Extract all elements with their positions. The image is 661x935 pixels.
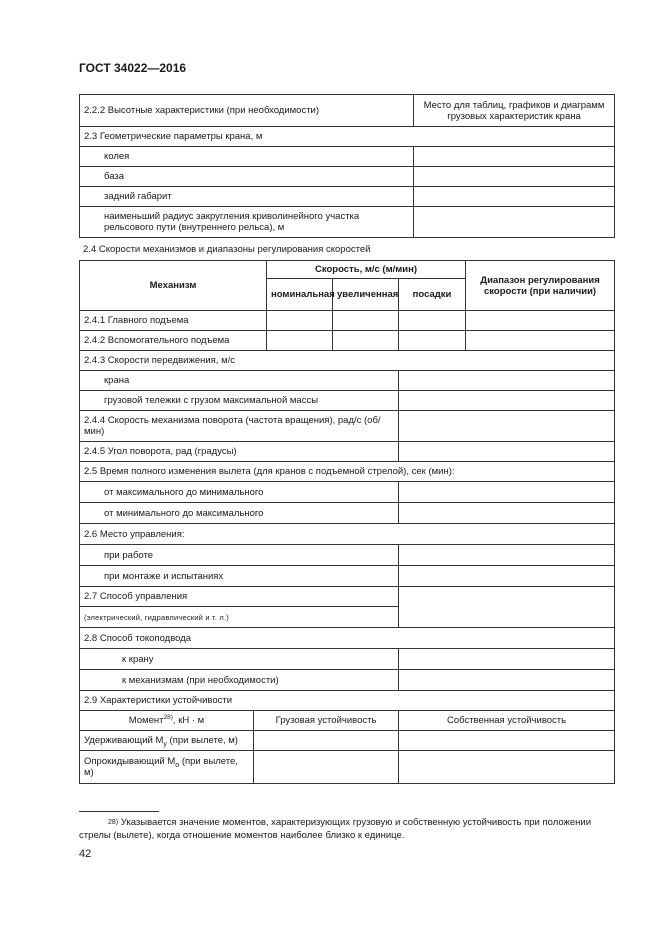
value-cell bbox=[414, 147, 615, 167]
header-moment: Момент$^{28)}$, кН · м bbox=[80, 711, 254, 731]
header-own-stability: Собственная устойчивость bbox=[399, 711, 615, 731]
geometry-table bbox=[79, 94, 615, 238]
value-cell bbox=[414, 207, 615, 238]
row-gabarit: задний габарит bbox=[80, 187, 414, 207]
footnote-divider bbox=[79, 811, 159, 812]
row-holding-moment: Удерживающий $М_у$ (при вылете, м) bbox=[80, 731, 254, 751]
row-tipping-moment: Опрокидывающий $М_о$ (при вылете, м) bbox=[80, 751, 254, 784]
row-kolea: колея bbox=[80, 147, 414, 167]
footnote: $^{28)}$ Указывается значение моментов, характеризующих грузовую и собственную устойчивость при положении стрелы (вылете), когда отношение моментов наиболее близко к единице. bbox=[79, 817, 592, 841]
place-note: Место для таблиц, графиков и диаграмм грузовых характеристик крана bbox=[414, 95, 615, 127]
row-2-3: 2.3 Геометрические параметры крана, м bbox=[80, 127, 615, 147]
speeds-table bbox=[79, 260, 615, 784]
row-2-9: 2.9 Характеристики устойчивости bbox=[80, 691, 615, 711]
row-2-4-2: 2.4.2 Вспомогательного подъема bbox=[80, 331, 267, 351]
row-radius: наименьший радиус закругления криволинейного участка рельсового пути (внутреннего рельса), м bbox=[80, 207, 414, 238]
header-mechanism: Механизм bbox=[80, 261, 267, 311]
row-2-6-work: при работе bbox=[80, 545, 399, 566]
row-2-2-2: 2.2.2 Высотные характеристики (при необходимости) bbox=[80, 95, 414, 127]
row-2-8: 2.8 Способ токоподвода bbox=[80, 628, 615, 649]
header-landing: посадки bbox=[399, 279, 466, 311]
header-cargo-stability: Грузовая устойчивость bbox=[254, 711, 399, 731]
row-2-4-3-crane: крана bbox=[80, 371, 399, 391]
row-2-4-4: 2.4.4 Скорость механизма поворота (частота вращения), рад/с (об/мин) bbox=[80, 411, 399, 442]
row-2-7: 2.7 Способ управления bbox=[80, 587, 399, 607]
row-2-5: 2.5 Время полного изменения вылета (для кранов с подъемной стрелой), сек (мин): bbox=[80, 462, 615, 482]
value-cell bbox=[414, 187, 615, 207]
row-2-4-1: 2.4.1 Главного подъема bbox=[80, 311, 267, 331]
header-increased: увеличенная bbox=[333, 279, 399, 311]
row-baza: база bbox=[80, 167, 414, 187]
document-header: ГОСТ 34022—2016 bbox=[79, 61, 187, 75]
row-2-8-mech: к механизмам (при необходимости) bbox=[80, 670, 399, 691]
value-cell bbox=[414, 167, 615, 187]
row-2-6-mount: при монтаже и испытаниях bbox=[80, 566, 399, 587]
row-2-8-crane: к крану bbox=[80, 649, 399, 670]
row-2-4-3: 2.4.3 Скорости передвижения, м/с bbox=[80, 351, 615, 371]
header-speed: Скорость, м/с (м/мин) bbox=[267, 261, 466, 279]
row-2-4-3-trolley: грузовой тележки с грузом максимальной массы bbox=[80, 391, 399, 411]
header-range: Диапазон регулирования скорости (при наличии) bbox=[466, 261, 615, 311]
header-nominal: номинальная bbox=[267, 279, 333, 311]
page-number: 42 bbox=[79, 848, 92, 860]
row-2-6: 2.6 Место управления: bbox=[80, 524, 615, 545]
row-2-7-note: (электрический, гидравлический и т. л.) bbox=[80, 607, 399, 628]
section-2-4-title: 2.4 Скорости механизмов и диапазоны регулирования скоростей bbox=[83, 244, 371, 255]
row-2-5-max-min: от максимального до минимального bbox=[80, 482, 399, 503]
row-2-5-min-max: от минимального до максимального bbox=[80, 503, 399, 524]
row-2-4-5: 2.4.5 Угол поворота, рад (градусы) bbox=[80, 442, 399, 462]
